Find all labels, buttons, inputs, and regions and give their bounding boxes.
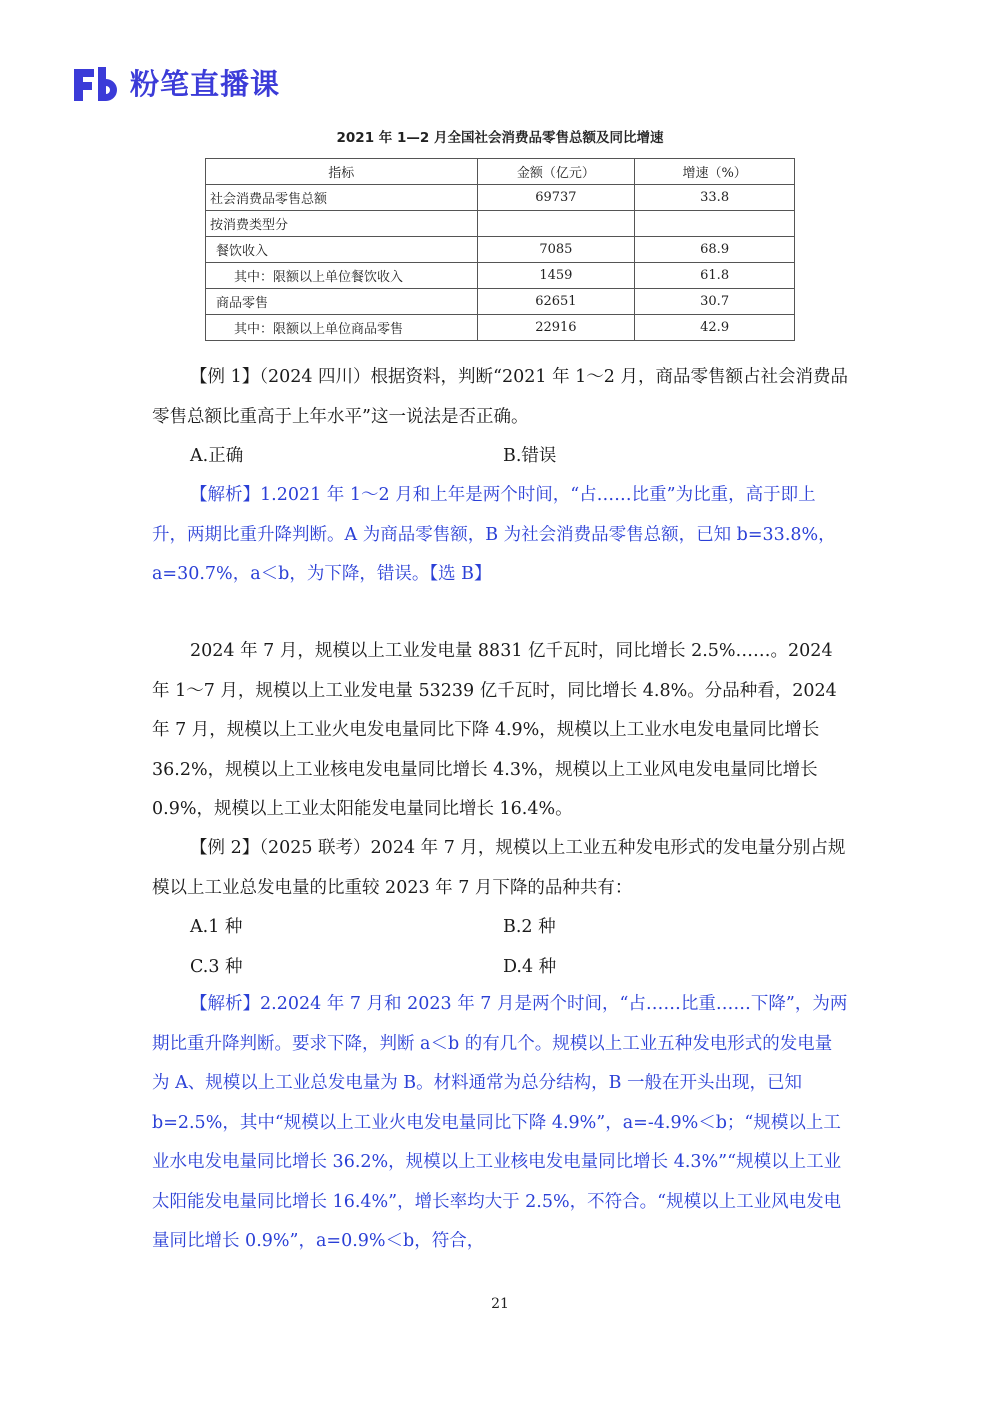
example2-option-d: D.4 种 [503, 957, 557, 977]
example2-option-a: A.1 种 [190, 917, 243, 937]
table-row [206, 237, 795, 263]
row-label: 社会消费品零售总额 [206, 185, 478, 211]
row-label: 其中：限额以上单位餐饮收入 [206, 263, 478, 289]
example2-option-b: B.2 种 [503, 917, 556, 937]
row-amount: 7085 [477, 237, 635, 263]
column-header: 增速（%） [635, 159, 795, 185]
page-number: 21 [491, 1296, 509, 1312]
row-growth: 68.9 [635, 237, 795, 263]
example2-option-c: C.3 种 [190, 957, 243, 977]
data-table [205, 158, 795, 341]
table-title: 2021 年 1—2 月全国社会消费品零售总额及同比增速 [336, 130, 664, 146]
example1-option-b: B.错误 [503, 446, 557, 466]
fb-logo-icon [72, 63, 122, 103]
row-amount: 1459 [477, 263, 635, 289]
table-header-row [206, 159, 795, 185]
row-growth: 42.9 [635, 315, 795, 341]
table-row [206, 211, 795, 237]
example1-option-a: A.正确 [190, 446, 244, 466]
table-row [206, 315, 795, 341]
row-growth: 30.7 [635, 289, 795, 315]
row-amount: 22916 [477, 315, 635, 341]
row-growth: 33.8 [635, 185, 795, 211]
row-growth [635, 211, 795, 237]
example2-question: 【例 2】（2025 联考）2024 年 7 月，规模以上工业五种发电形式的发电量分别占规模以上工业总发电量的比重较 2023 年 7 月下降的品种共有： [152, 838, 846, 898]
table-row [206, 263, 795, 289]
table-row [206, 185, 795, 211]
row-label: 其中：限额以上单位商品零售 [206, 315, 478, 341]
row-amount [477, 211, 635, 237]
row-amount: 69737 [477, 185, 635, 211]
row-label: 按消费类型分 [206, 211, 478, 237]
row-growth: 61.8 [635, 263, 795, 289]
material-paragraph: 2024 年 7 月，规模以上工业发电量 8831 亿千瓦时，同比增长 2.5%……。2024 年 1～7 月，规模以上工业发电量 53239 亿千瓦时，同比增长 4.8%。分品种看，2024 年 7 月，规模以上工业火电发电量同比下降 4.9%，规模以上工业水电发电量同比增长 36.2%，规模以上工业核电发电量同比增长 4.3%，规模以上工业风电发电量同比增长 0.9%，规模以上工业太阳能发电量同比增长 16.4%。 [152, 641, 837, 819]
table-row [206, 289, 795, 315]
row-label: 商品零售 [206, 289, 478, 315]
column-header: 指标 [206, 159, 478, 185]
brand-logo [72, 62, 280, 103]
example2-analysis: 【解析】2.2024 年 7 月和 2023 年 7 月是两个时间，“占……比重……下降”，为两期比重升降判断。要求下降，判断 a＜b 的有几个。规模以上工业五种发电形式的发电量为 A、规模以上工业总发电量为 B。材料通常为总分结构，B 一般在开头出现，已知 b=2.5%，其中“规模以上工业火电发电量同比下降 4.9%”，a=-4.9%＜b；“规模以上工业水电发电量同比增长 36.2%，规模以上工业核电发电量同比增长 4.3%”“规模以上工业太阳能发电量同比增长 16.4%”，增长率均大于 2.5%，不符合。“规模以上工业风电发电量同比增长 0.9%”，a=0.9%＜b，符合， [152, 994, 848, 1251]
row-amount: 62651 [477, 289, 635, 315]
column-header: 金额（亿元） [477, 159, 635, 185]
example1-analysis: 【解析】1.2021 年 1～2 月和上年是两个时间，“占……比重”为比重，高于即上升，两期比重升降判断。A 为商品零售额，B 为社会消费品零售总额，已知 b=33.8%，a=30.7%，a＜b，为下降，错误。【选 B】 [152, 485, 836, 584]
example1-question: 【例 1】（2024 四川）根据资料，判断“2021 年 1～2 月，商品零售额占社会消费品零售总额比重高于上年水平”这一说法是否正确。 [152, 367, 848, 427]
brand-name: 粉笔直播课 [130, 67, 281, 101]
row-label: 餐饮收入 [206, 237, 478, 263]
